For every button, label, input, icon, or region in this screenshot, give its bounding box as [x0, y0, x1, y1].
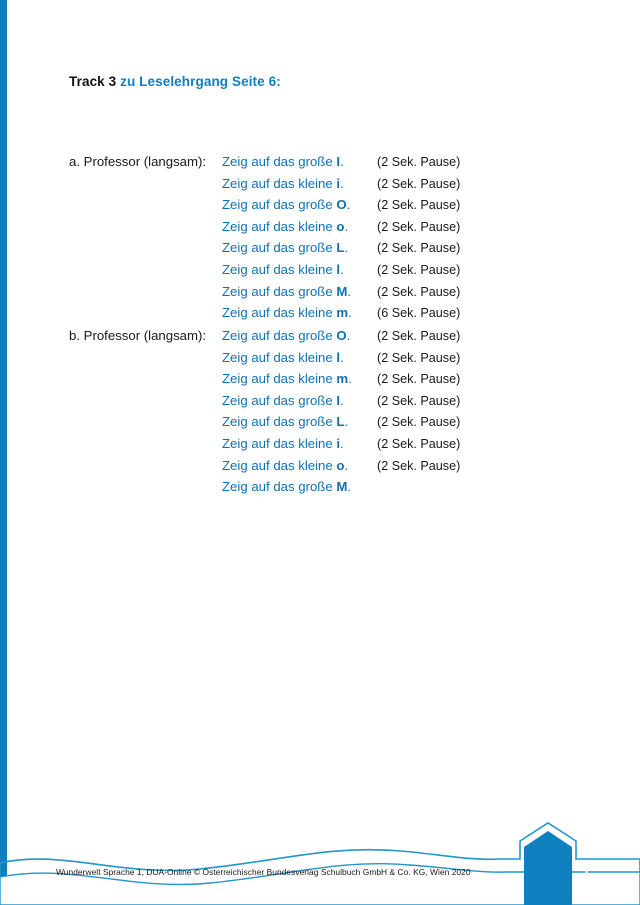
instruction-prefix: Zeig auf das kleine [222, 175, 337, 191]
instruction-text [222, 240, 377, 255]
instruction-row [69, 328, 460, 350]
pause-note: (2 Sek. Pause) [377, 284, 461, 299]
target-letter: M [336, 283, 348, 299]
target-letter: l [336, 349, 341, 365]
speaker-label: a. Professor (langsam): [69, 154, 207, 169]
instruction-text [222, 262, 377, 277]
instruction-prefix: Zeig auf das große [222, 328, 337, 343]
page-header [69, 74, 281, 89]
instruction-text [222, 176, 377, 191]
instruction-suffix: . [340, 392, 344, 408]
instruction-row [69, 154, 460, 176]
instruction-prefix: Zeig auf das kleine [222, 371, 337, 387]
instruction-row [69, 240, 460, 262]
instruction-suffix: . [348, 305, 352, 321]
pause-note: (2 Sek. Pause) [377, 436, 461, 451]
instruction-suffix: . [344, 457, 349, 473]
instruction-row [69, 262, 460, 284]
pause-note: (6 Sek. Pause) [377, 306, 461, 321]
instruction-row [69, 436, 460, 458]
target-letter: l [336, 261, 341, 277]
instruction-text [222, 436, 377, 451]
instruction-prefix: Zeig auf das große [222, 479, 337, 495]
page-number: 1 [580, 859, 592, 882]
target-letter: i [336, 175, 341, 191]
instruction-text [222, 154, 377, 169]
target-letter: m [336, 305, 349, 321]
left-accent-bar [0, 0, 7, 905]
instruction-prefix: Zeig auf das große [222, 414, 337, 430]
instruction-suffix: . [340, 349, 344, 365]
target-letter: O [336, 328, 347, 343]
instruction-suffix: . [344, 218, 349, 234]
pause-note: (2 Sek. Pause) [377, 350, 461, 365]
instruction-prefix: Zeig auf das kleine [222, 457, 337, 473]
instruction-text [222, 284, 377, 299]
pause-note: (2 Sek. Pause) [377, 198, 461, 213]
instruction-text [222, 479, 377, 494]
instruction-row [69, 176, 460, 198]
instruction-prefix: Zeig auf das kleine [222, 218, 337, 234]
target-letter: I [336, 392, 341, 408]
instruction-prefix: Zeig auf das kleine [222, 305, 337, 321]
instruction-row [69, 305, 460, 327]
instruction-prefix: Zeig auf das große [222, 197, 337, 213]
pause-note: (2 Sek. Pause) [377, 458, 461, 473]
pause-note: (2 Sek. Pause) [377, 393, 461, 408]
instruction-suffix: . [347, 479, 352, 495]
track-label: Track 3 [69, 74, 117, 89]
instruction-row [69, 219, 460, 241]
instruction-row [69, 458, 460, 480]
target-letter: o [336, 457, 345, 473]
target-letter: o [336, 218, 345, 234]
pause-note: (2 Sek. Pause) [377, 219, 461, 234]
target-letter: I [336, 154, 341, 169]
instruction-row [69, 350, 460, 372]
exercise-block-a [69, 154, 460, 327]
instruction-row [69, 414, 460, 436]
pause-note: (2 Sek. Pause) [377, 241, 461, 256]
exercise-block-b [69, 328, 460, 501]
instruction-text [222, 458, 377, 473]
footer-wave-decoration [0, 815, 640, 905]
target-letter: O [336, 197, 347, 213]
instruction-suffix: . [340, 154, 344, 169]
instruction-suffix: . [344, 240, 349, 256]
instruction-row [69, 393, 460, 415]
instruction-suffix: . [340, 175, 344, 191]
instruction-text [222, 350, 377, 365]
pause-note: (2 Sek. Pause) [377, 329, 461, 343]
instruction-suffix: . [346, 197, 351, 213]
pause-note: (2 Sek. Pause) [377, 372, 461, 387]
instruction-row [69, 197, 460, 219]
instruction-prefix: Zeig auf das große [222, 283, 337, 299]
instruction-row [69, 284, 460, 306]
instruction-text [222, 219, 377, 234]
instruction-prefix: Zeig auf das kleine [222, 261, 337, 277]
instruction-suffix: . [340, 435, 344, 451]
instruction-row [69, 479, 460, 501]
target-letter: m [336, 371, 349, 387]
instruction-prefix: Zeig auf das kleine [222, 435, 337, 451]
instruction-text [222, 328, 377, 343]
instruction-prefix: Zeig auf das große [222, 154, 337, 169]
instruction-suffix: . [344, 414, 349, 430]
instruction-row [69, 371, 460, 393]
instruction-suffix: . [346, 328, 351, 343]
pause-note: (2 Sek. Pause) [377, 415, 461, 430]
instruction-text [222, 414, 377, 429]
instruction-prefix: Zeig auf das kleine [222, 349, 337, 365]
target-letter: L [336, 240, 345, 256]
instruction-suffix: . [348, 371, 352, 387]
target-letter: L [336, 414, 345, 430]
target-letter: M [336, 479, 348, 495]
track-reference: zu Leselehrgang Seite 6: [120, 74, 281, 89]
instruction-text [222, 197, 377, 212]
instruction-suffix: . [340, 261, 344, 277]
instruction-prefix: Zeig auf das große [222, 240, 337, 256]
instruction-suffix: . [347, 283, 352, 299]
pause-note: (2 Sek. Pause) [377, 262, 461, 277]
instruction-text [222, 305, 377, 320]
target-letter: i [336, 435, 341, 451]
speaker-label: b. Professor (langsam): [69, 328, 207, 343]
pause-note: (2 Sek. Pause) [377, 155, 461, 169]
instruction-text [222, 393, 377, 408]
pause-note: (2 Sek. Pause) [377, 176, 461, 191]
instruction-prefix: Zeig auf das große [222, 392, 337, 408]
instruction-text [222, 371, 377, 386]
footer-credit: Wunderwelt Sprache 1, DUA-Online © Österreichischer Bundesverlag Schulbuch GmbH & Co. KG, Wien 2020 [56, 867, 471, 877]
